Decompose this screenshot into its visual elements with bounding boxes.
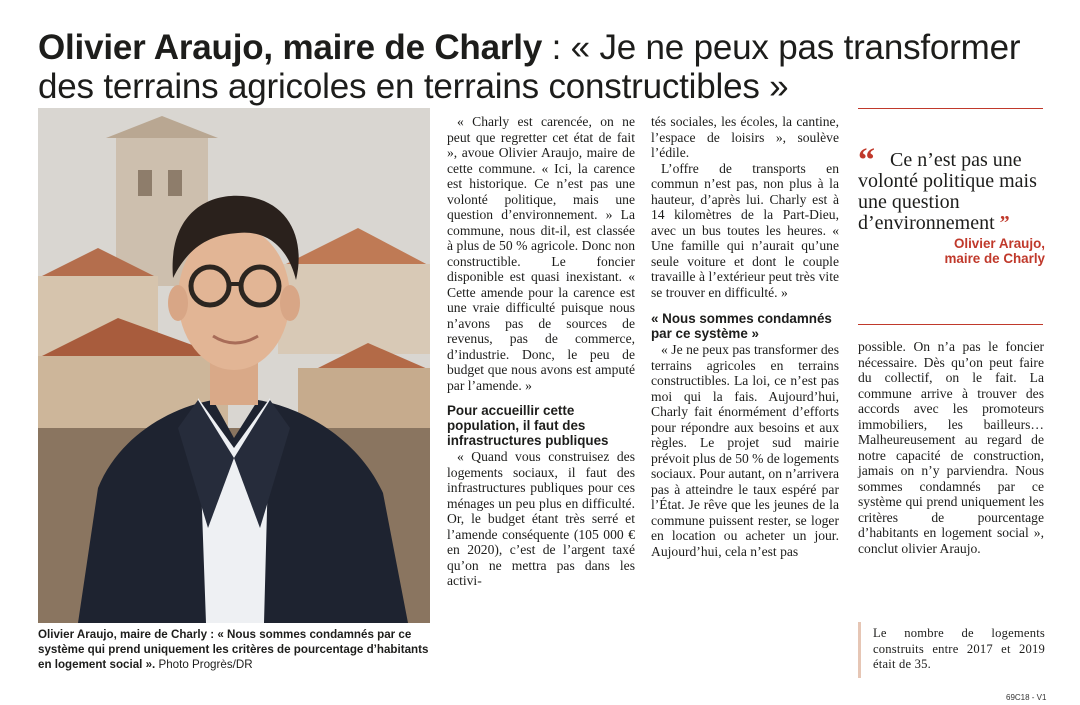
portrait-illustration (38, 108, 430, 623)
paragraph: tés sociales, les écoles, la cantine, l’espace de loisirs », soulève l’édile. (651, 114, 839, 160)
pull-quote-author (858, 236, 1045, 266)
open-quote-icon: “ (858, 142, 875, 179)
pull-quote (858, 142, 1045, 266)
pull-quote-body: Ce n’est pas une volonté politique mais une question d’environnement (858, 149, 1037, 234)
subheading-infrastructures: Pour accueillir cette population, il faut des infrastructures publiques (447, 403, 609, 448)
article-column-2 (651, 114, 839, 559)
article-column-1 (447, 114, 635, 589)
paragraph: L’offre de transports en commun n’est pas, non plus à la hauteur, d’après lui. Charly est à 14 kilomètres de la Part-Dieu, avec un bus toutes les heures. « Une famille qui n’aurait qu’une seule voiture et dont le couple travaille à l’extérieur peut très vite se trouver en difficulté. » (651, 160, 839, 300)
photo-caption-text: Olivier Araujo, maire de Charly : « Nous sommes condamnés par ce système qui prend uniquement les critères de pourcentage d’habitants en logement social ». (38, 628, 429, 671)
info-note-text: Le nombre de logements construits entre 2017 et 2019 était de 35. (873, 626, 1045, 671)
author-name: Olivier Araujo, (953, 236, 1045, 251)
headline-name: Olivier Araujo, maire de Charly (38, 28, 543, 67)
paragraph: « Je ne peux pas transformer des terrains agricoles en terrains constructibles. La loi, ce n’est pas moi qui la fais. Aujourd’hui, Charly fait énormément d’efforts pour répondre aux besoins et aux règles. Le projet sud mairie prévoit plus de 50 % de logements sociaux. Pour autant, on n’arrivera pas à atteindre le taux espéré par l’État. Je rêve que les jeunes de la commune puissent rester, se loger en location ou acheter un jour. Aujourd’hui, cela n’est pas (651, 342, 840, 559)
quote-bottom-rule (858, 324, 1043, 325)
paragraph: « Quand vous construisez des logements sociaux, il faut des infrastructures publiques pour ces ménages un peu plus en difficulté. Or, le budget étant très serré et l’amende conséquente (105 000 € en 2020), c’est de l’argent taxé qu’on ne mettra pas dans les activi- (447, 449, 635, 588)
info-note (858, 622, 1046, 678)
subheading-condamnes: « Nous sommes condamnés par ce système » (651, 311, 832, 341)
page-code: 69C18 - V1 (1006, 693, 1047, 702)
portrait-photo (38, 108, 430, 623)
close-quote-icon: ” (999, 212, 1010, 234)
paragraph: « Charly est carencée, on ne peut que regretter cet état de fait », avoue Olivier Araujo, maire de cette commune. « Ici, la carence est historique. Ce n’est pas une volonté politique, mais une question d’environnement. » La commune, nous dit-il, est classée à plus de 50 % agricole. Donc non constructible. Le foncier disponible est quasi inexistant. « Cette amende pour la carence est une vraie difficulté puisque nous n’avons pas de sources de revenus, pas de commerce, d’industrie. Donc, le peu de budget que nous avons est amputé par l’amende. » (447, 114, 635, 393)
photo-caption (38, 627, 433, 672)
headline (38, 28, 1048, 106)
top-accent-rule (858, 108, 1043, 109)
article-column-3 (858, 339, 1044, 556)
pull-quote-text (858, 150, 1045, 234)
author-role: maire de Charly (944, 251, 1045, 266)
headline-quote: : « Je ne peux pas transformer des terrains agricoles en terrains constructibles » (38, 28, 1021, 106)
photo-credit: Photo Progrès/DR (158, 658, 253, 671)
paragraph: possible. On n’a pas le foncier nécessaire. Dès qu’on peut faire du collectif, on le fait. La commune arrive à trouver des accords avec les promoteurs immobiliers, les bailleurs… Malheureusement au regard de notre capacité de construction, jamais on n’y parviendra. Nous sommes condamnés par ce système qui prend uniquement les critères de pourcentage d’habitants en logement social », conclut olivier Araujo. (858, 339, 1044, 556)
